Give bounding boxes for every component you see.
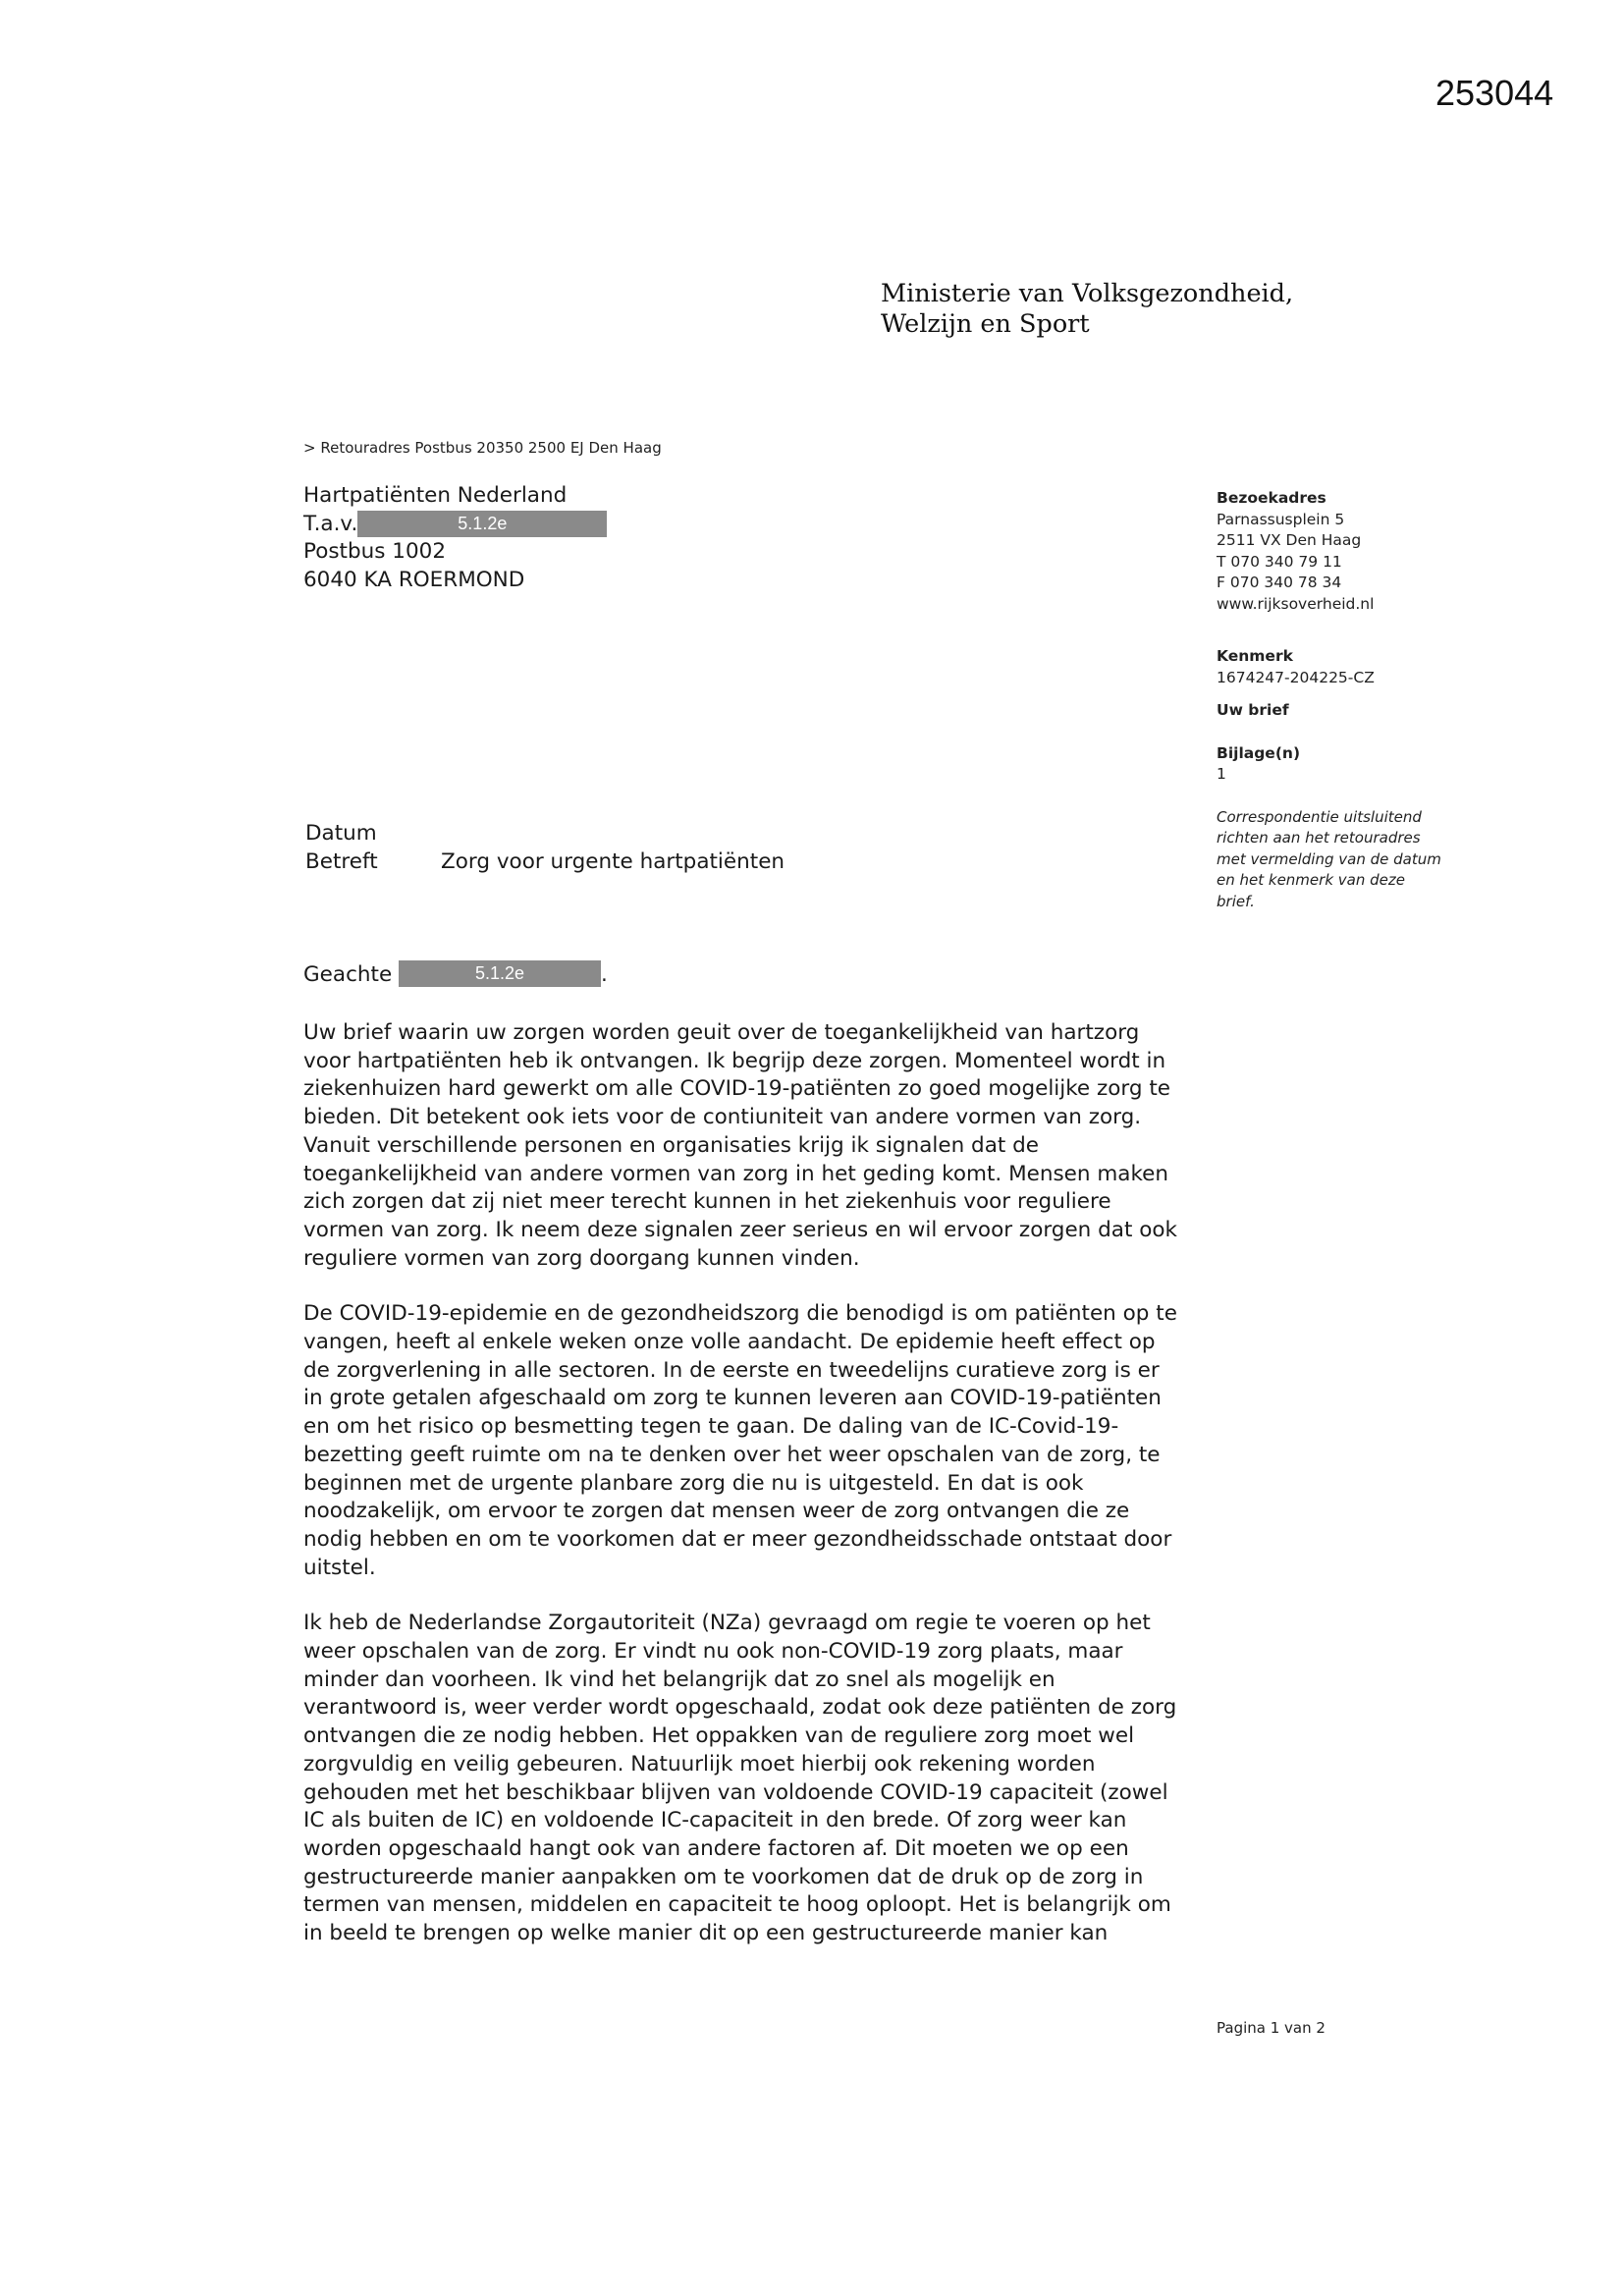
recipient-organisation: Hartpatiënten Nederland [303, 483, 568, 508]
subject-value: Zorg voor urgente hartpatiënten [441, 849, 785, 874]
ministry-line-1: Ministerie van Volksgezondheid, [881, 279, 1294, 308]
body-line: in beeld te brengen op welke manier dit op een gestructureerde manier kan [303, 1921, 1109, 1946]
body-line: zorgvuldig en veilig gebeuren. Natuurlijk moet hierbij ook rekening worden [303, 1751, 1096, 1777]
body-line: voor hartpatiënten heb ik ontvangen. Ik begrijp deze zorgen. Momenteel wordt in [303, 1048, 1166, 1073]
visit-address-line: Parnassusplein 5 [1217, 510, 1345, 528]
redaction-box: 5.1.2e [399, 960, 601, 987]
visit-address-line: 2511 VX Den Haag [1217, 531, 1362, 549]
note-line: richten aan het retouradres [1217, 829, 1421, 847]
body-line: en om het risico op besmetting tegen te gaan. De daling van de IC-Covid-19- [303, 1414, 1119, 1440]
phone-line: T 070 340 79 11 [1217, 552, 1342, 571]
body-line: worden opgeschaald hangt ook van andere factoren af. Dit moeten we op een [303, 1835, 1129, 1861]
date-label: Datum [305, 821, 377, 846]
recipient-postbox: Postbus 1002 [303, 539, 447, 564]
body-line: in grote getalen afgeschaald om zorg te kunnen leveren aan COVID-19-patiënten [303, 1386, 1162, 1411]
body-line: gestructureerde manier aanpakken om te voorkomen dat de druk op de zorg in [303, 1864, 1144, 1889]
salutation-suffix: . [601, 962, 608, 987]
body-line: bieden. Dit betekent ook iets voor de contiuniteit van andere vormen van zorg. [303, 1105, 1142, 1130]
body-line: Uw brief waarin uw zorgen worden geuit over de toegankelijkheid van hartzorg [303, 1020, 1140, 1045]
body-line: ziekenhuizen hard gewerkt om alle COVID-19-patiënten zo goed mogelijke zorg te [303, 1076, 1171, 1102]
salutation-prefix: Geachte [303, 962, 393, 987]
body-line: bezetting geeft ruimte om na te denken over het weer opschalen van de zorg, te [303, 1442, 1161, 1467]
note-line: en het kenmerk van deze [1217, 871, 1405, 889]
body-line: weer opschalen van de zorg. Er vindt nu ook non-COVID-19 zorg plaats, maar [303, 1639, 1123, 1665]
your-letter-block [1217, 700, 1511, 722]
attachments-block [1217, 743, 1511, 786]
redaction-box: 5.1.2e [357, 511, 607, 537]
body-line: toegankelijkheid van andere vormen van zorg in het geding komt. Mensen maken [303, 1161, 1169, 1186]
return-address: > Retouradres Postbus 20350 2500 EJ Den Haag [303, 439, 662, 457]
visit-address-block [1217, 488, 1511, 615]
body-line: nodig hebben en om te voorkomen dat er meer gezondheidsschade ontstaat door [303, 1526, 1172, 1552]
recipient-city: 6040 KA ROERMOND [303, 567, 525, 592]
visit-address-label: Bezoekadres [1217, 489, 1326, 507]
ministry-line-2: Welzijn en Sport [881, 309, 1090, 339]
body-line: Vanuit verschillende personen en organisaties krijg ik signalen dat de [303, 1132, 1040, 1158]
body-line: IC als buiten de IC) en voldoende IC-capaciteit in den brede. Of zorg weer kan [303, 1808, 1127, 1833]
letter-meta [305, 819, 785, 876]
note-line: Correspondentie uitsluitend [1217, 807, 1422, 826]
reference-value: 1674247-204225-CZ [1217, 668, 1375, 686]
body-line: zich zorgen dat zij niet meer terecht kunnen in het ziekenhuis voor reguliere [303, 1189, 1111, 1215]
body-line: minder dan voorheen. Ik vind het belangrijk dat zo snel als mogelijk en [303, 1667, 1056, 1692]
document-number: 253044 [1435, 73, 1554, 113]
body-line: vangen, heeft al enkele weken onze volle aandacht. De epidemie heeft effect op [303, 1330, 1156, 1355]
body-paragraph [303, 1610, 1203, 1947]
attachments-label: Bijlage(n) [1217, 743, 1301, 762]
page-number: Pagina 1 van 2 [1217, 2019, 1326, 2037]
body-line: Ik heb de Nederlandse Zorgautoriteit (NZa) gevraagd om regie te voeren op het [303, 1611, 1151, 1636]
body-line: reguliere vormen van zorg doorgang kunnen vinden. [303, 1245, 860, 1271]
reference-label: Kenmerk [1217, 647, 1293, 665]
recipient-attention [303, 511, 607, 539]
sender-sidebar [1217, 488, 1511, 912]
fax-line: F 070 340 78 34 [1217, 574, 1342, 591]
salutation [303, 960, 608, 990]
attachments-value: 1 [1217, 765, 1226, 783]
body-line: noodzakelijk, om ervoor te zorgen dat mensen weer de zorg ontvangen die ze [303, 1499, 1130, 1524]
subject-label: Betreft [305, 849, 378, 874]
body-line: de zorgverlening in alle sectoren. In de eerste en tweedelijns curatieve zorg is er [303, 1357, 1160, 1383]
note-line: met vermelding van de datum [1217, 849, 1441, 868]
reference-block [1217, 646, 1511, 688]
body-paragraph [303, 1300, 1203, 1582]
body-paragraph [303, 1019, 1203, 1273]
recipient-address [303, 482, 607, 594]
subject-row [305, 847, 785, 876]
body-line: uitstel. [303, 1555, 376, 1580]
your-letter-label: Uw brief [1217, 701, 1289, 719]
body-line: verantwoord is, weer verder wordt opgeschaald, zodat ook deze patiënten de zorg [303, 1695, 1177, 1721]
website-line: www.rijksoverheid.nl [1217, 594, 1375, 613]
correspondence-note [1217, 807, 1511, 913]
date-row [305, 819, 785, 847]
body-line: De COVID-19-epidemie en de gezondheidszorg die benodigd is om patiënten op te [303, 1301, 1177, 1327]
body-line: ontvangen die ze nodig hebben. Het oppakken van de reguliere zorg moet wel [303, 1723, 1135, 1749]
body-line: beginnen met de urgente planbare zorg die nu is uitgesteld. En dat is ook [303, 1470, 1084, 1496]
body-line: gehouden met het beschikbaar blijven van voldoende COVID-19 capaciteit (zowel [303, 1779, 1168, 1805]
body-line: termen van mensen, middelen en capaciteit te hoog oploopt. Het is belangrijk om [303, 1892, 1171, 1918]
attention-label: T.a.v. [303, 511, 358, 536]
ministry-logo-text [881, 279, 1293, 340]
letter-body [303, 1019, 1203, 1976]
note-line: brief. [1217, 892, 1255, 910]
body-line: vormen van zorg. Ik neem deze signalen zeer serieus en wil ervoor zorgen dat ook [303, 1217, 1177, 1242]
